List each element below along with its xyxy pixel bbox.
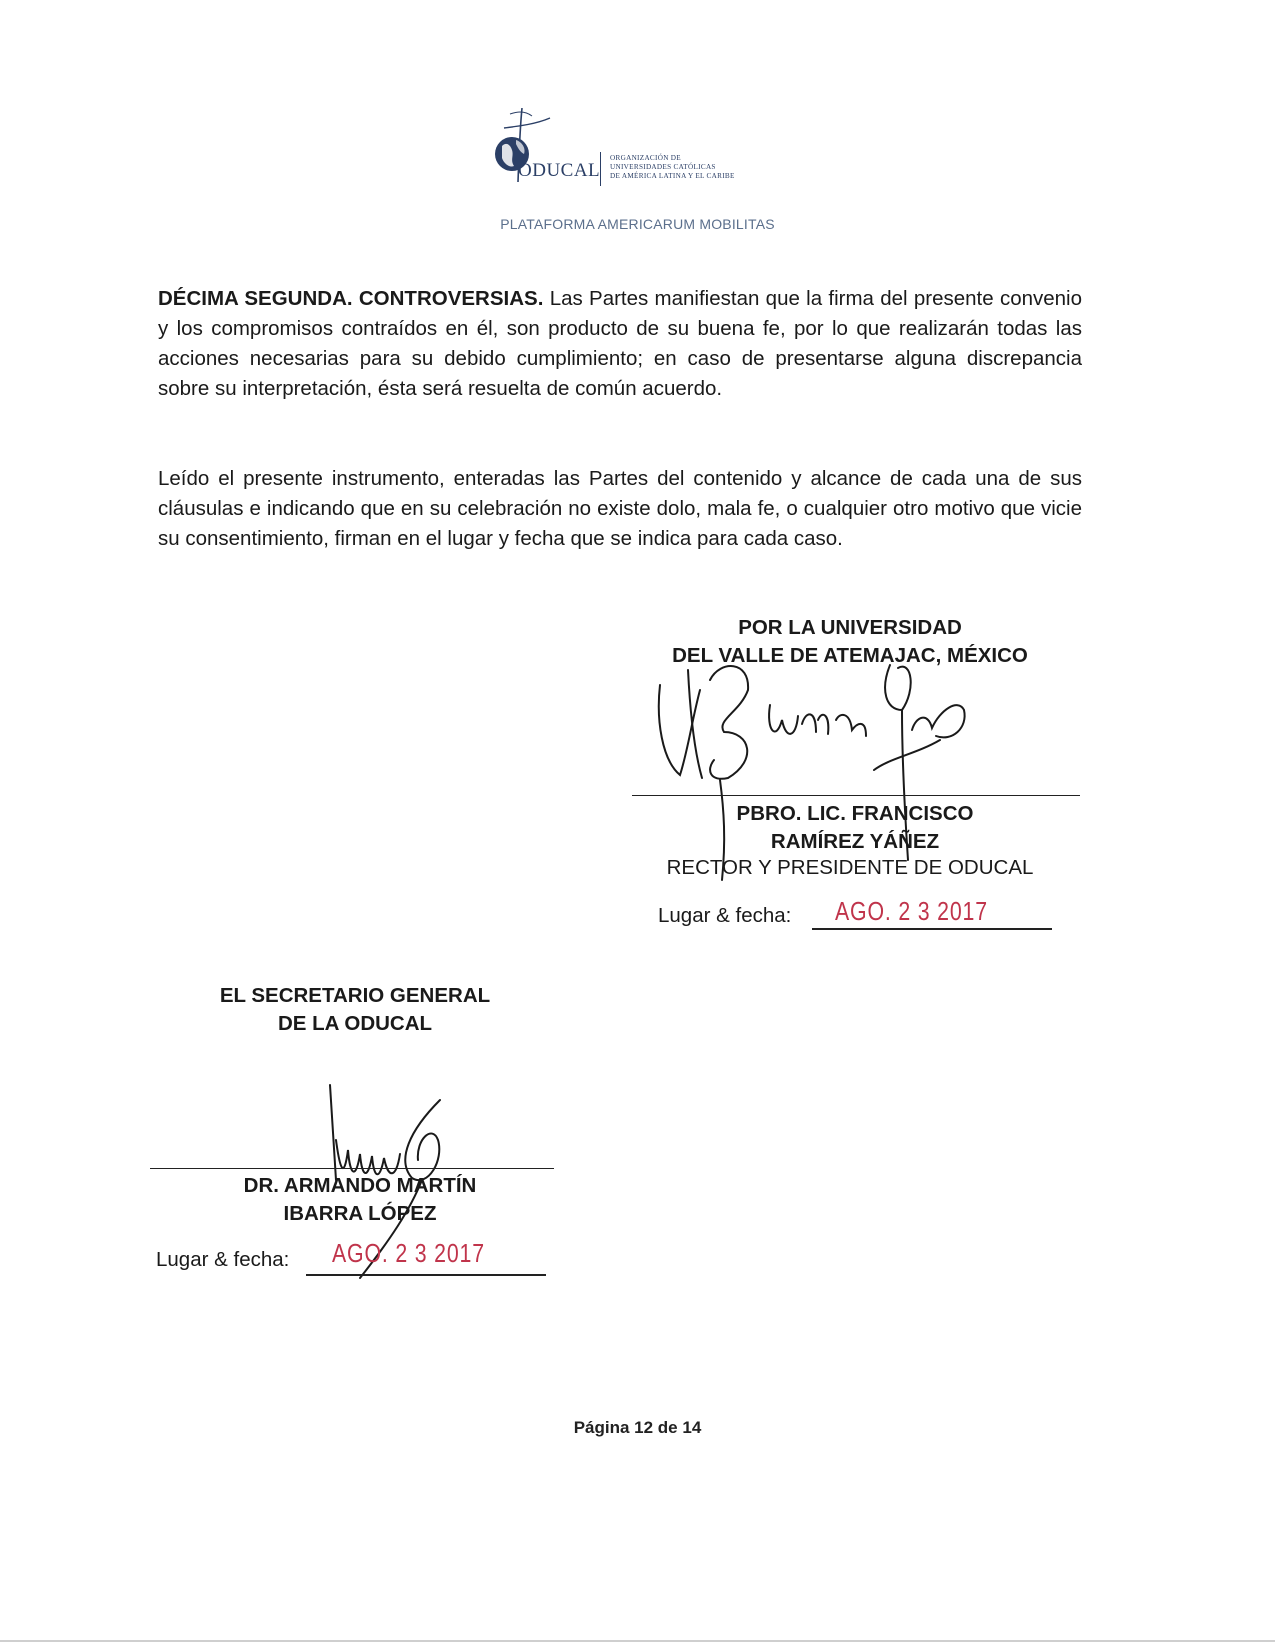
right-name-line-1: PBRO. LIC. FRANCISCO — [736, 802, 974, 825]
scan-edge — [0, 1640, 1275, 1642]
right-name-line-2: RAMÍREZ YÁÑEZ — [770, 830, 940, 853]
logo-divider — [600, 152, 601, 186]
page-number: Página 12 de 14 — [573, 1418, 702, 1437]
org-line-1: ORGANIZACIÓN DE — [610, 154, 681, 162]
right-party-line-1: POR LA UNIVERSIDAD — [738, 616, 962, 639]
left-party-line-1: EL SECRETARIO GENERAL — [219, 984, 491, 1007]
left-place-date-line — [306, 1274, 546, 1276]
right-date-stamp: AGO. 2 3 2017 — [835, 896, 988, 926]
right-place-date-label: Lugar & fecha: — [658, 904, 792, 927]
left-signatory-name — [180, 1172, 540, 1228]
clause-heading: DÉCIMA SEGUNDA. CONTROVERSIAS. — [158, 287, 544, 310]
right-signatory-name — [620, 800, 1090, 856]
org-line-3: DE AMÉRICA LATINA Y EL CARIBE — [610, 172, 735, 180]
right-signature-line — [632, 795, 1080, 796]
right-signatory-title: RECTOR Y PRESIDENTE DE ODUCAL — [666, 856, 1034, 879]
left-party-line-2: DE LA ODUCAL — [277, 1012, 433, 1035]
logo-wordmark: ODUCAL — [518, 160, 601, 181]
left-name-line-2: IBARRA LÓPEZ — [283, 1202, 437, 1225]
left-party-heading — [185, 982, 525, 1038]
left-name-line-1: DR. ARMANDO MARTÍN — [243, 1174, 477, 1197]
left-place-date-label: Lugar & fecha: — [156, 1248, 290, 1271]
right-party-line-2: DEL VALLE DE ATEMAJAC, MÉXICO — [672, 644, 1028, 667]
oducal-logo — [480, 108, 760, 188]
clause-paragraph — [158, 284, 1082, 404]
clause-text: Las Partes manifiestan que la firma del presente convenio y los compromisos contraídos en él, son producto de su buena fe, por lo que realizarán todas las acciones necesarias para su debido cumplimiento; en caso de presentarse alguna discrepancia sobre su interpretación, ésta será resuelta de común acuerdo. — [158, 287, 1082, 400]
left-signature-line — [150, 1168, 554, 1169]
closing-paragraph: Leído el presente instrumento, enteradas las Partes del contenido y alcance de cada una de sus cláusulas e indicando que en su celebración no existe dolo, mala fe, o cualquier otro motivo que vicie su consentimiento, firman en el lugar y fecha que se indica para cada caso. — [158, 467, 1082, 550]
platform-title: PLATAFORMA AMERICARUM MOBILITAS — [500, 216, 775, 232]
left-date-stamp: AGO. 2 3 2017 — [332, 1238, 485, 1268]
logo-org-name — [610, 154, 735, 181]
right-place-date-line — [812, 928, 1052, 930]
org-line-2: UNIVERSIDADES CATÓLICAS — [610, 163, 716, 171]
